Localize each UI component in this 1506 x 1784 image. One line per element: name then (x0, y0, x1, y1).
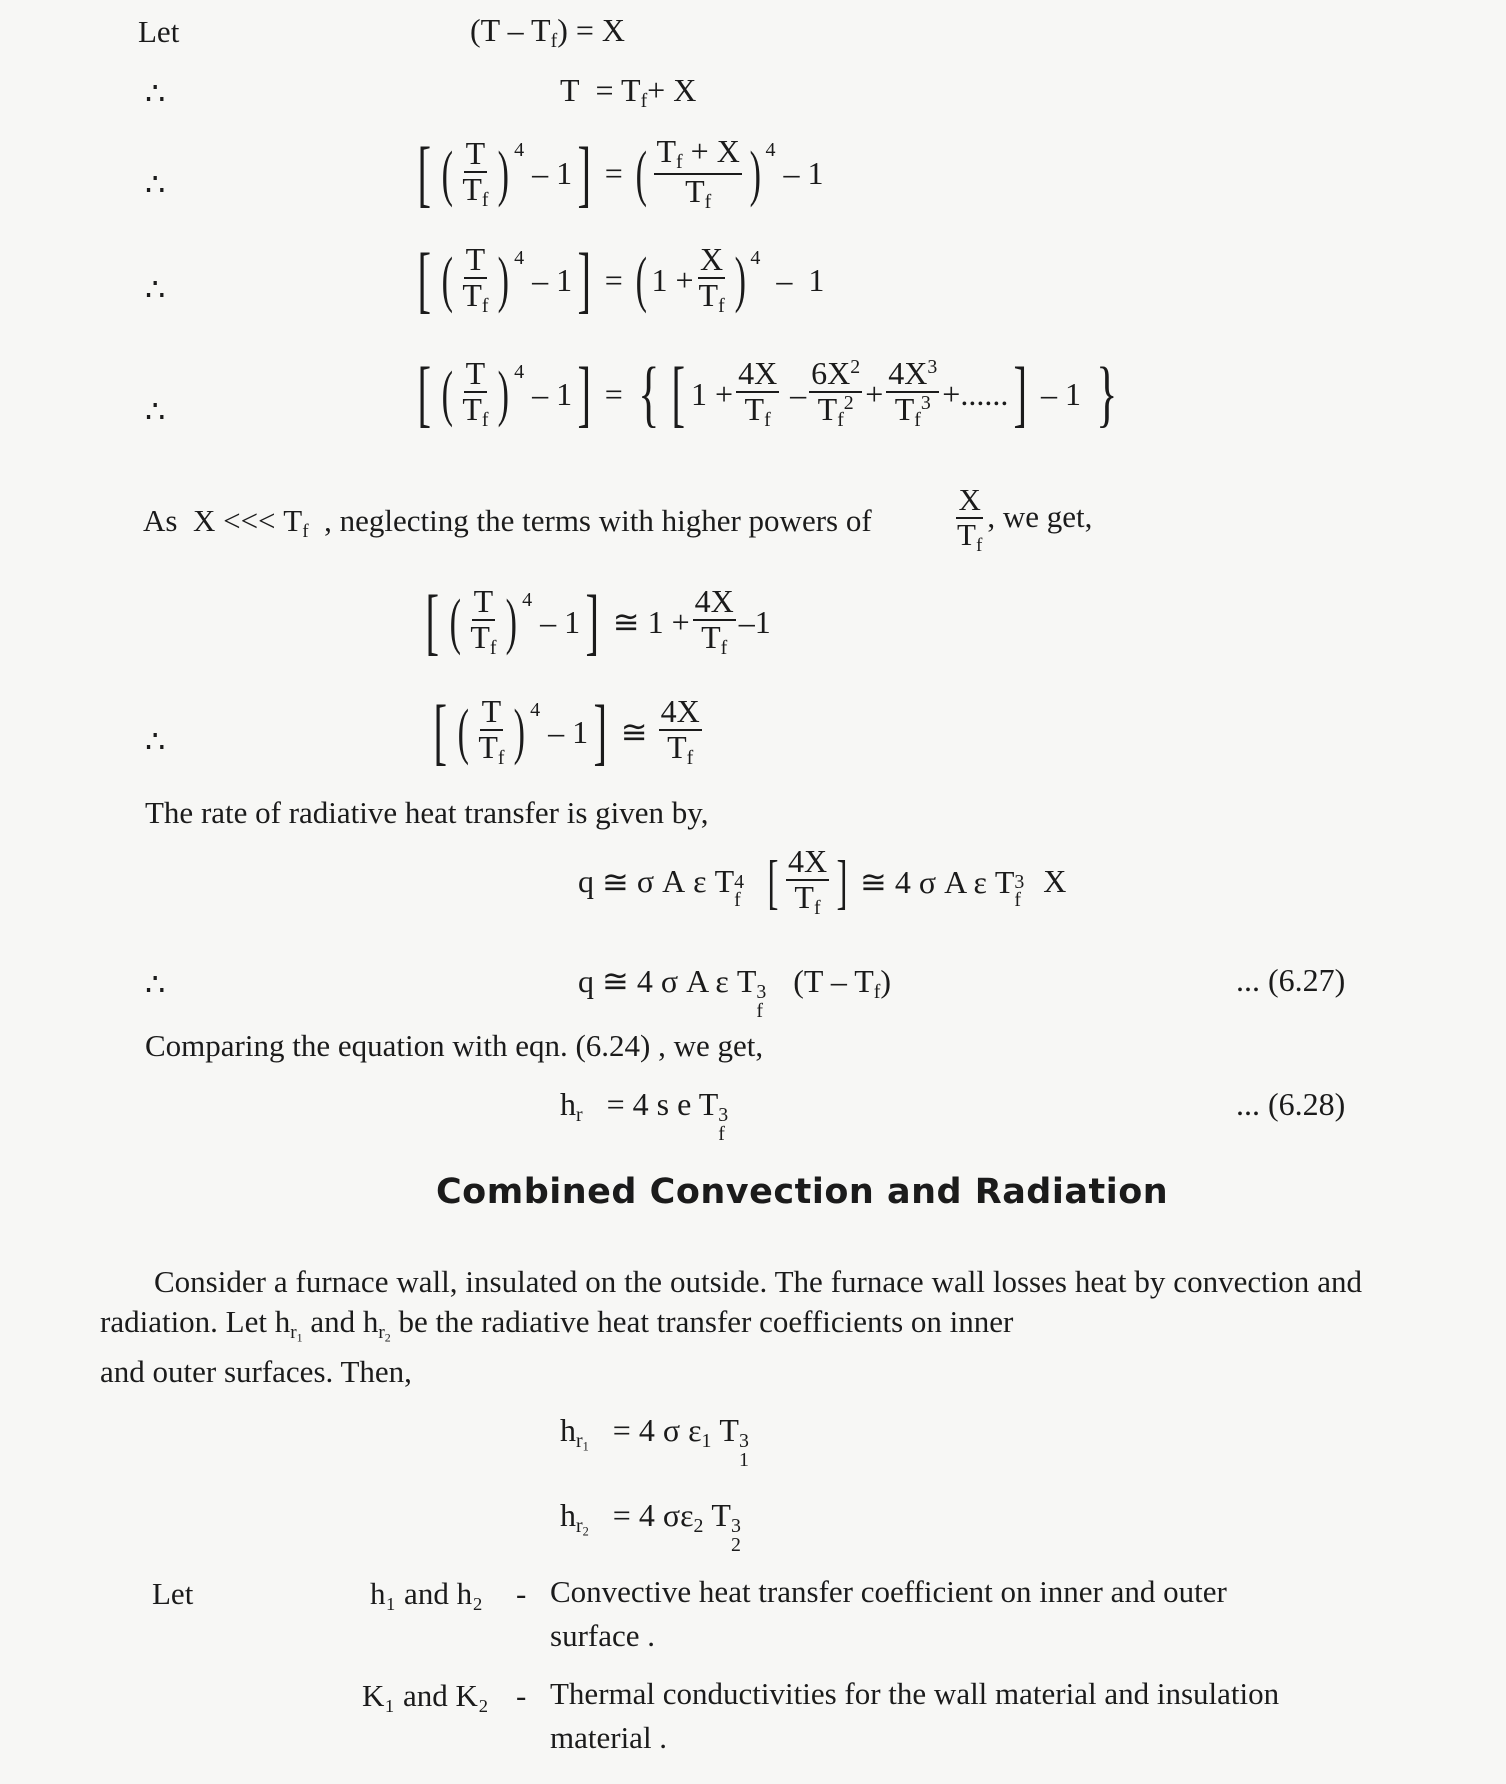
therefore-2: ∴ (145, 166, 166, 202)
therefore-1: ∴ (145, 75, 166, 111)
let-label: Let (138, 14, 180, 49)
paragraph: Consider a furnace wall, insulated on the outside. The furnace wall losses heat by convection and radiation. Let $h_{r_1}$ and $h_{r_2}$ be the radiative heat transfer coefficients on inner (100, 1264, 1362, 1345)
def-2-text-1: Thermal conductivities for the wall material and insulation (550, 1676, 1280, 1711)
equation-5: [ ( $\frac{T}{T_f}$ ) 4 – 1 ] = { [ 1 + $\frac{4X}{T_f}$ – $\frac{6X^2}{T_f^2}$ + $\frac{4X^3}{T_f^3}$ + ...... ] – 1 } (417, 353, 1118, 435)
eq1-lhs: (T – T (470, 12, 551, 48)
eq1-rhs: ) = X (557, 12, 626, 48)
paren-open: ( (441, 139, 453, 208)
paren-close: ) (498, 139, 510, 208)
eq2-sub-f: f (640, 89, 648, 112)
equation-q1: q ≅ σ A ε T 4 f [ $\frac{4X}{T_f}$ ] ≅ 4 σ A ε T 3 f X (578, 843, 1067, 919)
equation-q2: q ≅ 4 σ A ε T 3 f $(T - T_f)$ (578, 963, 892, 1022)
minus-b: – (783, 155, 800, 192)
therefore-5: ∴ (145, 723, 166, 759)
series-dots: ...... (960, 375, 1009, 412)
therefore-3: ∴ (145, 271, 166, 307)
equation-hr2: $h_{r_2}$ = 4 $\sigma\varepsilon_2$ T 3 2 (560, 1497, 741, 1556)
comparing-text: Comparing the equation with eqn. (6.24) , we get, (145, 1028, 764, 1063)
paren-open-2: ( (635, 139, 647, 208)
paragraph-part-3: and outer surfaces. Then, (100, 1354, 412, 1389)
therefore-6: ∴ (145, 966, 166, 1002)
eq2-rhs: = T (595, 72, 641, 108)
rate-text: The rate of radiative heat transfer is given by, (145, 795, 709, 830)
frac-x-tf-inline: $\frac{X}{T_f}$ , we get, (957, 482, 1093, 556)
equals: = (604, 155, 623, 192)
eq2-rest: + X (647, 72, 697, 108)
def-1-text-1: Convective heat transfer coefficient on inner and outer (550, 1574, 1227, 1609)
frac-tf-plus-x: $\frac{T_f + X}{T_f}$ (656, 133, 740, 213)
def-1-label: h₁ and h₂ (370, 1576, 483, 1611)
power-4b: 4 (765, 139, 776, 161)
equation-hr: $h_r$ = 4 s e T 3 f (560, 1086, 729, 1145)
equation-2 (560, 72, 696, 113)
eq-number-627: ... (6.27) (1236, 962, 1346, 998)
equation-approx-2: [ ( $\frac{T}{T_f}$ ) 4 – 1 ] ≅ $\frac{4X}{T_f}$ (433, 691, 700, 773)
eq1-sub-f: f (550, 29, 558, 52)
eq-number-628: ... (6.28) (1236, 1086, 1346, 1122)
def-2-label: K₁ and K₂ (362, 1678, 489, 1713)
therefore-4: ∴ (145, 393, 166, 429)
def-2-dash: - (516, 1678, 527, 1713)
bracket-close: ] (577, 132, 592, 215)
equation-3 (412, 132, 824, 215)
eq2-lhs: T (560, 72, 580, 108)
def-2-text-2: material . (550, 1720, 668, 1755)
equation-hr1: $h_{r_1}$ = 4 σ $\varepsilon_1$ T 3 1 (560, 1412, 749, 1471)
minus: – (532, 155, 549, 192)
let-label-2: Let (152, 1576, 194, 1611)
paragraph-part-1: Consider a furnace wall, insulated on the outside. The furnace wall losses heat by convection and radiation. Let (100, 1264, 1362, 1339)
equation-4: [ ( $\frac{T}{T_f}$ ) 4 – 1 ] = ( 1 + $\frac{X}{T_f}$ ) 4 – 1 (417, 239, 825, 321)
paragraph-part-2: be the radiative heat transfer coefficients on inner (398, 1304, 1014, 1339)
one: 1 (556, 155, 573, 192)
series-term-6x2: $\frac{6X^2}{T_f^2}$ (811, 355, 861, 431)
paren-close-2: ) (749, 139, 761, 208)
series-term-4x: $\frac{4X}{T_f}$ (738, 355, 778, 431)
equation-1 (470, 12, 625, 53)
equation-approx-1: [ ( $\frac{T}{T_f}$ ) 4 – 1 ] ≅ 1 + $\frac{4X}{T_f}$ – 1 (425, 581, 771, 663)
power-4: 4 (514, 139, 525, 161)
series-term-4x3: $\frac{4X^3}{T_f^3}$ (888, 355, 938, 431)
frac-t-over-tf: $\frac{T}{T_f}$ (462, 135, 489, 211)
def-1-dash: - (516, 1576, 527, 1611)
bracket-open: [ (417, 132, 432, 215)
one-b: 1 (807, 155, 824, 192)
section-heading: Combined Convection and Radiation (436, 1172, 1169, 1212)
frac-x-over-tf: $\frac{X}{T_f}$ (698, 241, 725, 317)
as-sentence: As X <<< $T_f$ , neglecting the terms with higher powers of (143, 503, 872, 542)
frac-t-over-tf-4: $\frac{T}{T_f}$ (462, 241, 489, 317)
def-1-text-2: surface . (550, 1618, 655, 1653)
